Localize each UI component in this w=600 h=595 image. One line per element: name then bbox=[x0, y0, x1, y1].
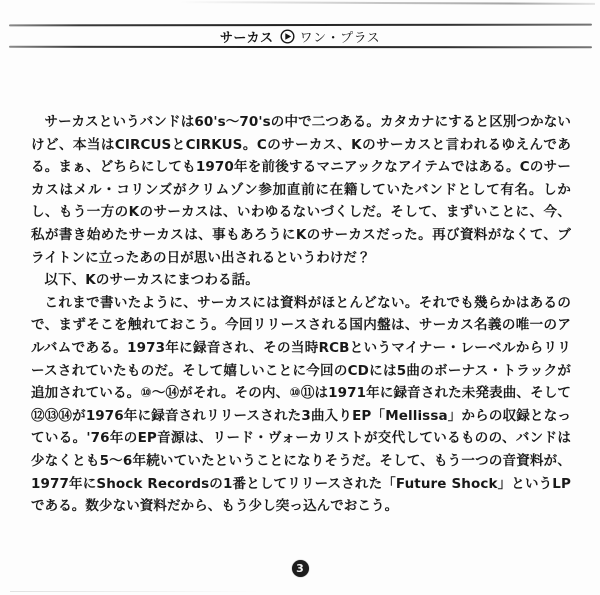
header-top-rule bbox=[9, 24, 592, 27]
liner-notes-paragraph-2: 以下、Kのサーカスにまつわる話。 bbox=[44, 272, 259, 289]
liner-notes-text bbox=[31, 111, 571, 518]
page-number-badge: 3 bbox=[292, 560, 309, 577]
album-subtitle: ワン・プラス bbox=[299, 31, 381, 46]
album-title: サーカス bbox=[219, 31, 274, 46]
scan-artifact-bottom bbox=[10, 591, 260, 592]
page-footer bbox=[0, 557, 600, 577]
liner-notes-paragraph-1: サーカスというバンドは60's〜70'sの中で二つある。カタカナにすると区別つかないけど、本当はCIRCUSとCIRKUS。Cのサーカス、Kのサーカスと言われるゆえんである。まぁ、どちらにしても1970年を前後するマニアックなアイテムではある。Cのサーカスはメル・コリンズがクリムゾン参加直前に在籍していたバンドとして有名。しかし、もう一方のKのサーカスは、いわゆるないづくしだ。そして、まずいことに、今、私が書き始めたサーカスは、事もあろうにKのサーカスだった。再び資料がなくて、ブライトンに立ったあの日が思い出されるというわけだ？ bbox=[31, 114, 571, 266]
scan-artifact-top bbox=[180, 1, 595, 5]
liner-notes-paragraph-3: これまで書いたように、サーカスには資料がほとんどない。それでも幾らかはあるので、まずそこを触れておこう。今回リリースされる国内盤は、サーカス名義の唯一のアルバムである。1973年に録音され、その当時RCBというマイナー・レーベルからリリースされていたものだ。そして嬉しいことに今回のCDには5曲のボーナス・トラックが追加されている。⑩〜⑭がそれ。その内、⑩⑪は1971年に録音された未発表曲、そして⑫⑬⑭が1976年に録音されリリースされた3曲入りEP「Mellissa」からの収録となっている。'76年のEP音源は、リード・ヴォーカリストが交代しているものの、バンドは少なくとも5〜6年続いていたということになりそうだ。そして、もう一つの音資料が、1977年にShock Recordsの1番としてリリースされた「Future Shock」というLPである。数少ない資料だから、もう少し突っ込んでおこう。 bbox=[31, 294, 571, 515]
